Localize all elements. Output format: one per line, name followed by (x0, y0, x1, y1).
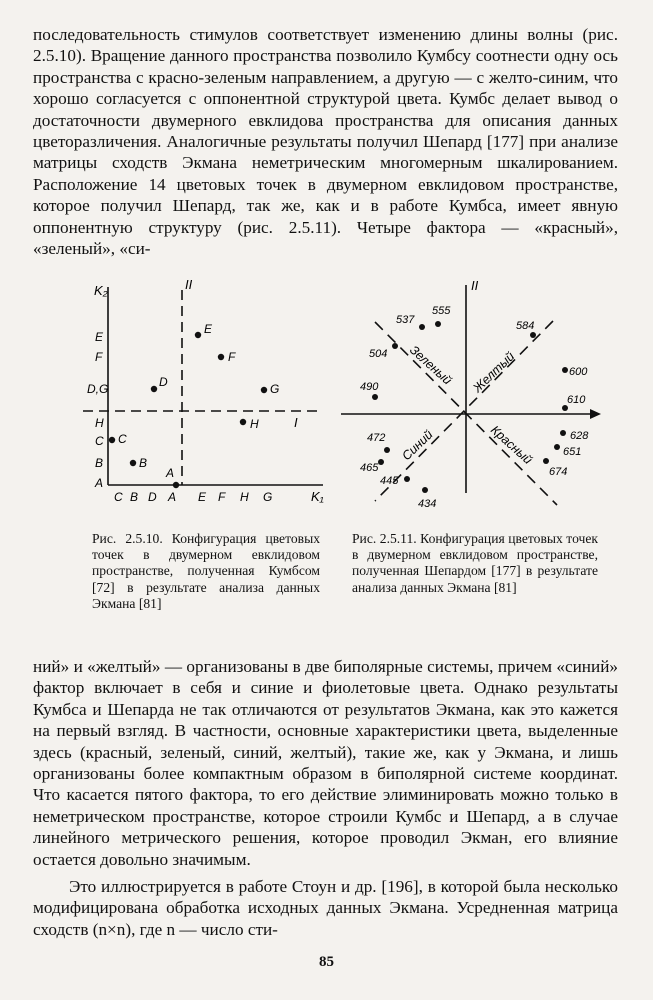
fig2-point-label: 434 (418, 498, 437, 510)
fig2-point-label: 504 (369, 348, 388, 360)
fig2-point-628 (560, 430, 566, 436)
fig1-y-tick: D,G (87, 382, 109, 396)
fig1-y-tick: A (95, 476, 104, 490)
fig1-x-tick: F (218, 490, 226, 504)
fig2-point-label: 537 (396, 314, 415, 326)
fig1-point-label: A (166, 466, 175, 480)
fig2-dimension-label-yellow: Желтый (470, 349, 518, 396)
fig1-axis-ii-label: II (185, 277, 193, 292)
fig1-point-g (261, 387, 267, 393)
fig2-point-584 (530, 332, 536, 338)
fig1-point-h (240, 419, 246, 425)
fig1-x-axis-label: K₁ (311, 489, 324, 504)
fig1-x-tick: C (114, 490, 123, 504)
fig1-point-label: C (118, 432, 127, 446)
fig2-point-label: 490 (360, 381, 379, 393)
fig1-x-tick: D (148, 490, 157, 504)
fig2-point-label: 472 (367, 432, 386, 444)
figure-2-5-10 (78, 275, 338, 515)
fig1-point-e (195, 332, 201, 338)
figure-2-plot (335, 275, 625, 515)
fig2-point-600 (562, 367, 568, 373)
fig1-y-tick: E (95, 330, 104, 344)
figure-2-caption: Рис. 2.5.11. Конфигурация цветовых точек в двумерном евклидовом пространстве, полученная Шепардом [177] в результате анализа данных Экмана [81] (352, 531, 598, 595)
fig1-point-d (151, 386, 157, 392)
fig2-point-651 (554, 444, 560, 450)
fig1-x-tick: H (240, 490, 249, 504)
figure-2-5-11 (335, 275, 625, 515)
fig1-point-b (130, 460, 136, 466)
fig2-point-472 (384, 447, 390, 453)
fig2-point-label: 600 (569, 366, 588, 378)
fig2-point-537 (419, 324, 425, 330)
fig1-x-tick: A (168, 490, 177, 504)
fig2-point-445 (404, 476, 410, 482)
paragraph-1: последовательность стимулов соответствует изменению длины волны (рис. 2.5.10). Вращение данного пространства позволило Кумбсу соотнести одну ось пространства с красно-зеленым направлением, а другую — с желто-синим, что хорошо согласуется с оппонентной структурой цвета. Кумбс делает вывод о достаточности двумерного евклидова пространства для описания данных цветоразличения. Аналогичные результаты получил Шепард [177] при анализе матрицы сходств Экмана неметрическим многомерным шкалированием. Расположение 14 цветовых точек в двумерном евклидовом пространстве, которое получил Шепард, так же, как и в работе Кумбса, имеет явную оппонентную структуру (рис. 2.5.11). Четыре фактора — «красный», «зеленый», «си- (33, 25, 618, 259)
fig2-point-label: 445 (380, 475, 399, 487)
fig1-y-tick: F (95, 350, 103, 364)
fig1-y-tick: H (95, 416, 104, 430)
fig1-point-label: D (159, 375, 168, 389)
fig2-arrowhead (590, 409, 601, 419)
fig2-point-490 (372, 394, 378, 400)
figure-1-caption: Рис. 2.5.10. Конфигурация цветовых точек в двумерном евклидовом пространстве, полученная Кумбсом [72] в результате анализа данных Экмана [81] (92, 531, 320, 611)
fig1-point-a (173, 482, 179, 488)
fig1-axis-i-label: I (294, 415, 298, 430)
fig2-point-label: 555 (432, 305, 451, 317)
fig1-point-label: E (204, 322, 213, 336)
fig2-point-label: 465 (360, 462, 379, 474)
fig1-point-label: B (139, 456, 148, 470)
fig1-y-tick: B (95, 456, 104, 470)
fig2-point-label: 610 (567, 394, 586, 406)
page-number: 85 (319, 954, 334, 970)
figure-1-plot (78, 275, 338, 515)
fig2-dimension-label-green: Зеленый (406, 342, 455, 388)
fig2-point-label: 674 (549, 466, 568, 478)
fig2-point-label: 628 (570, 430, 589, 442)
fig1-point-c (109, 437, 115, 443)
fig2-point-465 (378, 459, 384, 465)
fig1-point-f (218, 354, 224, 360)
fig1-y-tick: C (95, 434, 104, 448)
fig2-axis-ii-label: II (471, 278, 479, 293)
fig2-point-555 (435, 321, 441, 327)
fig2-point-504 (392, 343, 398, 349)
fig1-y-axis-label: K₂ (94, 283, 108, 298)
paragraph-2: ний» и «желтый» — организованы в две биполярные системы, причем «синий» фактор включает в себя и синие и фиолетовые цвета. Однако результаты Кумбса и Шепарда не так отличаются от результатов Экмана, как это кажется на первый взгляд. В частности, основные характеристики цвета, выделенные здесь (красный, зеленый, синий, желтый), такие же, как у Экмана, и лишь организованы более компактным образом в биполярной системе координат. Что касается пятого фактора, то его действие элиминировать можно только в неметрическом пространстве, которое строили Кумбс и Шепард, а в случае линейного метрического решения, которое проводил Экман, его влияние остается довольно значимым. (33, 657, 618, 869)
fig1-point-label: G (270, 382, 280, 396)
fig2-dimension-label-red: Красный (487, 422, 535, 468)
fig1-x-tick: E (198, 490, 207, 504)
fig1-point-label: H (250, 417, 259, 431)
fig2-point-label: 584 (516, 320, 535, 332)
paragraph-3: Это иллюстрируется в работе Стоун и др. [196], в которой была несколько модифицирована обработка исходных данных Экмана. Усредненная матрица сходств (n×n), где n — число сти- (33, 877, 618, 939)
fig1-x-tick: B (130, 490, 139, 504)
fig2-point-label: 651 (563, 446, 582, 458)
fig2-dimension-label-blue: Синий (399, 427, 436, 464)
fig2-point-434 (422, 487, 428, 493)
fig2-point-674 (543, 458, 549, 464)
fig1-x-tick: G (263, 490, 273, 504)
fig1-point-label: F (228, 350, 236, 364)
